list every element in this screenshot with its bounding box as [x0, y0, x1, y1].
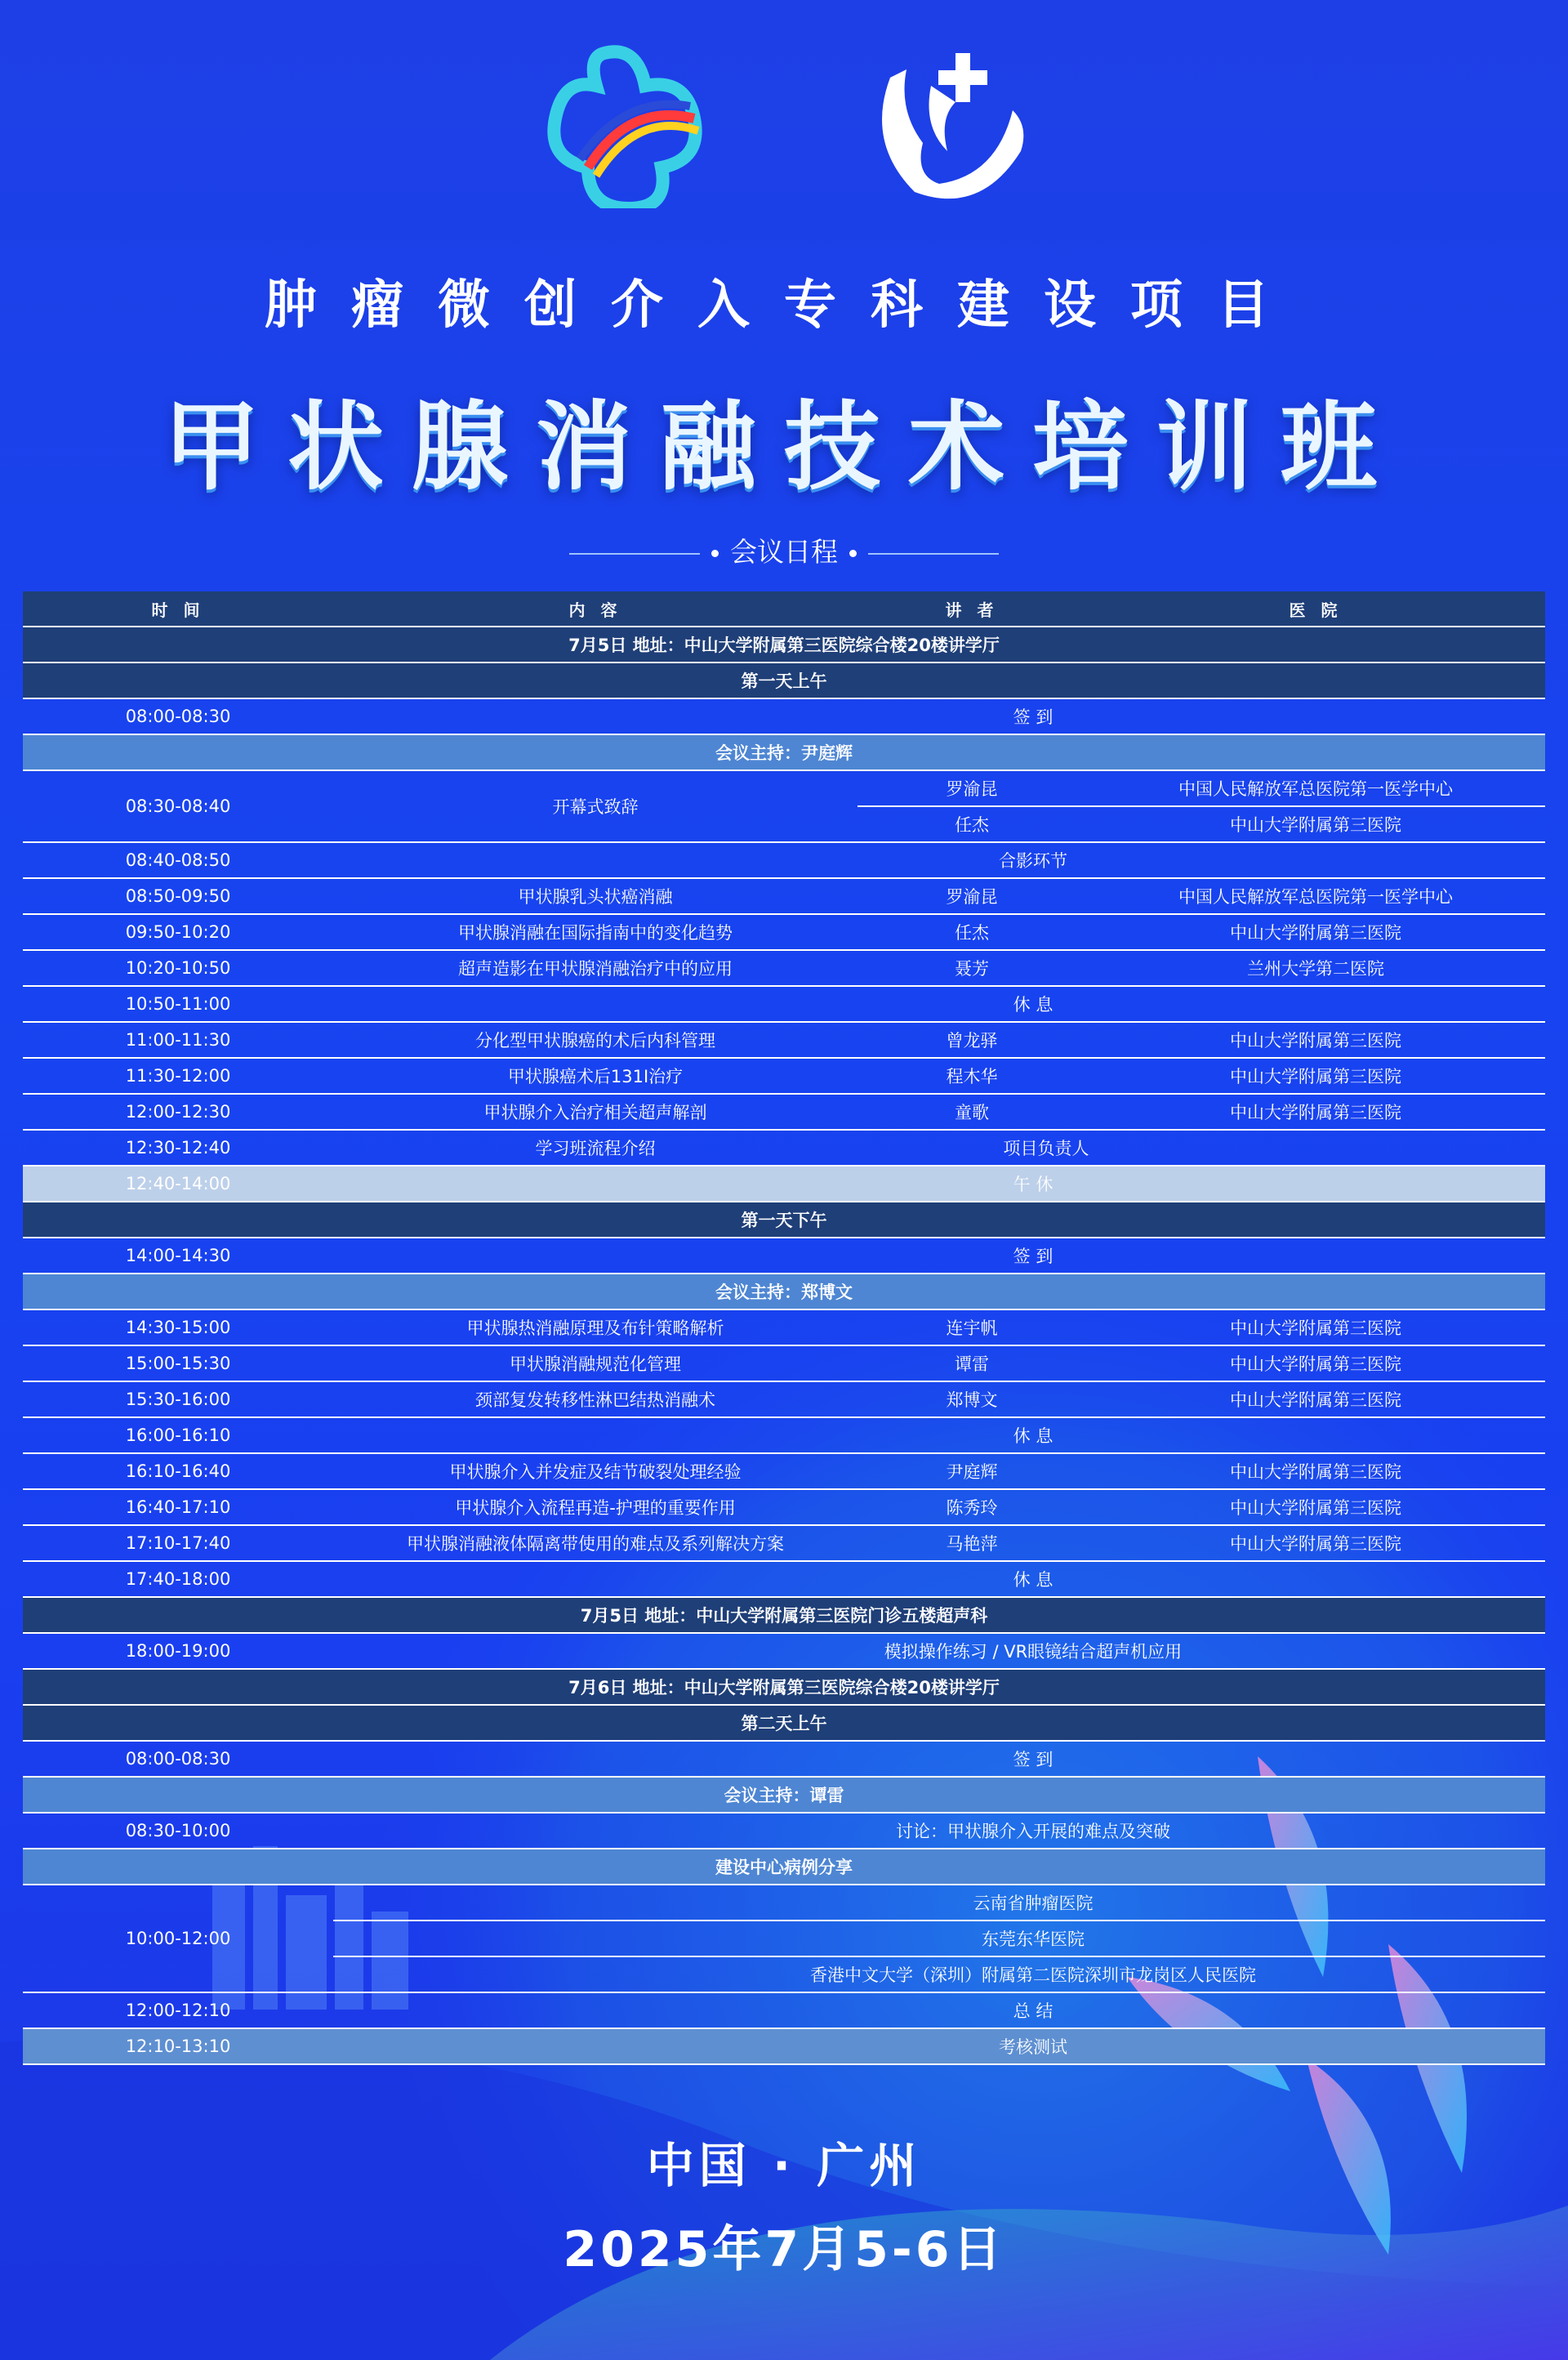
- divider-line: [868, 553, 999, 555]
- content-cell: 甲状腺消融在国际指南中的变化趋势: [333, 914, 858, 950]
- table-header-row: [23, 591, 1545, 627]
- speaker-cell: 马艳萍: [858, 1525, 1086, 1561]
- time-cell: 08:00-08:30: [23, 698, 333, 734]
- time-cell: 08:00-08:30: [23, 1741, 333, 1777]
- table-row: [23, 698, 1545, 734]
- content-cell: 甲状腺介入流程再造-护理的重要作用: [333, 1489, 858, 1525]
- merged-cell: 签 到: [333, 698, 1545, 734]
- merged-cell: 午 休: [333, 1166, 1545, 1202]
- time-cell: 17:10-17:40: [23, 1525, 333, 1561]
- table-row: [23, 1489, 1545, 1525]
- time-cell: 11:00-11:30: [23, 1022, 333, 1058]
- speaker-cell: 任杰: [858, 914, 1086, 950]
- section-row: [23, 662, 1545, 698]
- time-cell: 16:00-16:10: [23, 1417, 333, 1453]
- hospital-cell: 中山大学附属第三医院: [1086, 914, 1545, 950]
- time-cell: 08:50-09:50: [23, 878, 333, 914]
- time-cell: 15:30-16:00: [23, 1381, 333, 1417]
- table-row: [23, 1561, 1545, 1597]
- hospital-cell: 中山大学附属第三医院: [1086, 1489, 1545, 1525]
- case-hospital: 东莞东华医院: [333, 1921, 1545, 1956]
- host-text: 会议主持：尹庭辉: [23, 734, 1545, 770]
- time-cell: 11:30-12:00: [23, 1058, 333, 1094]
- table-row: [23, 986, 1545, 1022]
- speaker-cell: 任杰: [858, 806, 1086, 842]
- content-cell: 颈部复发转移性淋巴结热消融术: [333, 1381, 858, 1417]
- speaker-cell: 尹庭辉: [858, 1453, 1086, 1489]
- table-row: [23, 1345, 1545, 1381]
- speaker-cell: 项目负责人: [858, 1130, 1545, 1166]
- header-speaker: 讲 者: [858, 591, 1086, 627]
- table-row: [23, 1633, 1545, 1669]
- table-row: [23, 1813, 1545, 1849]
- speaker-cell: 罗渝昆: [858, 878, 1086, 914]
- address-text: 7月5日 地址：中山大学附属第三医院综合楼20楼讲学厅: [23, 627, 1545, 662]
- table-row: [23, 842, 1545, 878]
- time-cell: 10:50-11:00: [23, 986, 333, 1022]
- event-date: 2025年7月5-6日: [563, 2221, 1005, 2278]
- host-row: [23, 1274, 1545, 1309]
- time-cell: 12:00-12:10: [23, 1992, 333, 2028]
- header-time: 时 间: [23, 591, 333, 627]
- hospital-cell: 中山大学附属第三医院: [1086, 1525, 1545, 1561]
- address-row: [23, 1669, 1545, 1705]
- section-title: 第二天上午: [23, 1705, 1545, 1741]
- speaker-cell: 郑博文: [858, 1381, 1086, 1417]
- time-cell: 10:00-12:00: [23, 1885, 333, 1992]
- speaker-cell: 程木华: [858, 1058, 1086, 1094]
- time-cell: 16:40-17:10: [23, 1489, 333, 1525]
- merged-cell: 签 到: [333, 1238, 1545, 1274]
- table-row: [23, 1058, 1545, 1094]
- hospital-cell: 中国人民解放军总医院第一医学中心: [1086, 770, 1545, 806]
- case-hospital: 云南省肿瘤医院: [333, 1885, 1545, 1921]
- time-cell: 12:40-14:00: [23, 1166, 333, 1202]
- merged-cell: 休 息: [333, 986, 1545, 1022]
- section-title: 第一天上午: [23, 662, 1545, 698]
- speaker-cell: 陈秀玲: [858, 1489, 1086, 1525]
- header-hospital: 医 院: [1086, 591, 1545, 627]
- table-row: [23, 1130, 1545, 1166]
- content-cell: 甲状腺消融规范化管理: [333, 1345, 858, 1381]
- hospital-cell: 中山大学附属第三医院: [1086, 1058, 1545, 1094]
- table-row: [23, 914, 1545, 950]
- divider-dot: [711, 550, 719, 557]
- content-cell: 甲状腺介入并发症及结节破裂处理经验: [333, 1453, 858, 1489]
- location-text: 中国 · 广州: [646, 2138, 922, 2193]
- address-row: [23, 1597, 1545, 1633]
- hospital-cell: 兰州大学第二医院: [1086, 950, 1545, 986]
- address-text: 7月6日 地址：中山大学附属第三医院综合楼20楼讲学厅: [23, 1669, 1545, 1705]
- time-cell: 14:00-14:30: [23, 1238, 333, 1274]
- project-subtitle: 肿瘤微创介入专科建设项目: [265, 275, 1303, 336]
- hospital-cell: 中山大学附属第三医院: [1086, 1381, 1545, 1417]
- merged-cell: 休 息: [333, 1417, 1545, 1453]
- header-content: 内 容: [333, 591, 858, 627]
- section-title: 第一天下午: [23, 1202, 1545, 1238]
- hospital-cell: 中山大学附属第三医院: [1086, 1345, 1545, 1381]
- agenda-label-text: 会议日程: [730, 536, 838, 568]
- hospital-cell: 中山大学附属第三医院: [1086, 1309, 1545, 1345]
- table-row: [23, 1094, 1545, 1130]
- time-cell: 08:30-10:00: [23, 1813, 333, 1849]
- content-cell: 甲状腺癌术后131I治疗: [333, 1058, 858, 1094]
- table-row: [23, 1309, 1545, 1345]
- hospital-cell: 中山大学附属第三医院: [1086, 1453, 1545, 1489]
- content-cell: 学习班流程介绍: [333, 1130, 858, 1166]
- table-row: [23, 1417, 1545, 1453]
- divider-dot: [849, 550, 857, 557]
- logo-group: [0, 45, 1568, 208]
- speaker-cell: 连宇帆: [858, 1309, 1086, 1345]
- schedule-table: [23, 591, 1545, 2065]
- content-cell: 甲状腺热消融原理及布针策略解析: [333, 1309, 858, 1345]
- time-cell: 18:00-19:00: [23, 1633, 333, 1669]
- time-cell: 10:20-10:50: [23, 950, 333, 986]
- speaker-cell: 童歌: [858, 1094, 1086, 1130]
- hospital-cell: 中山大学附属第三医院: [1086, 1094, 1545, 1130]
- host-text: 会议主持：谭雷: [23, 1777, 1545, 1813]
- hospital-cell: 中山大学附属第三医院: [1086, 806, 1545, 842]
- time-cell: 15:00-15:30: [23, 1345, 333, 1381]
- table-row: [23, 1381, 1545, 1417]
- host-text: 会议主持：郑博文: [23, 1274, 1545, 1309]
- case-hospital: 香港中文大学（深圳）附属第二医院深圳市龙岗区人民医院: [333, 1956, 1545, 1992]
- case-share-row: [23, 1849, 1545, 1885]
- table-row: [23, 1453, 1545, 1489]
- merged-cell: 讨论：甲状腺介入开展的难点及突破: [333, 1813, 1545, 1849]
- content-cell: 甲状腺乳头状癌消融: [333, 878, 858, 914]
- address-text: 7月5日 地址：中山大学附属第三医院门诊五楼超声科: [23, 1597, 1545, 1633]
- content-cell: 超声造影在甲状腺消融治疗中的应用: [333, 950, 858, 986]
- host-row: [23, 734, 1545, 770]
- table-row: [23, 1992, 1545, 2028]
- lunch-row: [23, 1166, 1545, 1202]
- table-row: [23, 1525, 1545, 1561]
- divider-line: [569, 553, 700, 555]
- agenda-label: [0, 531, 1568, 569]
- host-row: [23, 1777, 1545, 1813]
- merged-cell: 考核测试: [333, 2028, 1545, 2064]
- table-row: [23, 1741, 1545, 1777]
- time-cell: 14:30-15:00: [23, 1309, 333, 1345]
- table-row: [23, 770, 1545, 806]
- merged-cell: 休 息: [333, 1561, 1545, 1597]
- time-cell: 08:40-08:50: [23, 842, 333, 878]
- time-cell: 12:30-12:40: [23, 1130, 333, 1166]
- merged-cell: 合影环节: [333, 842, 1545, 878]
- time-cell: 12:10-13:10: [23, 2028, 333, 2064]
- section-row: [23, 1202, 1545, 1238]
- exam-row: [23, 2028, 1545, 2064]
- speaker-cell: 聂芳: [858, 950, 1086, 986]
- speaker-cell: 谭雷: [858, 1345, 1086, 1381]
- content-cell: 甲状腺消融液体隔离带使用的难点及系列解决方案: [333, 1525, 858, 1561]
- table-row: [23, 950, 1545, 986]
- table-row: [23, 1238, 1545, 1274]
- case-share-title: 建设中心病例分享: [23, 1849, 1545, 1885]
- time-cell: 17:40-18:00: [23, 1561, 333, 1597]
- section-row: [23, 1705, 1545, 1741]
- merged-cell: 模拟操作练习 / VR眼镜结合超声机应用: [333, 1633, 1545, 1669]
- table-row: [23, 878, 1545, 914]
- content-cell: 分化型甲状腺癌的术后内科管理: [333, 1022, 858, 1058]
- speaker-cell: 罗渝昆: [858, 770, 1086, 806]
- time-cell: 08:30-08:40: [23, 770, 333, 842]
- hands-cross-logo: [882, 53, 1023, 199]
- merged-cell: 签 到: [333, 1741, 1545, 1777]
- content-cell: 甲状腺介入治疗相关超声解剖: [333, 1094, 858, 1130]
- time-cell: 16:10-16:40: [23, 1453, 333, 1489]
- content-cell: 开幕式致辞: [333, 770, 858, 842]
- time-cell: 09:50-10:20: [23, 914, 333, 950]
- hospital-cell: 中山大学附属第三医院: [1086, 1022, 1545, 1058]
- table-row: [23, 1885, 1545, 1921]
- merged-cell: 总 结: [333, 1992, 1545, 2028]
- course-title: 甲状腺消融技术培训班: [163, 390, 1405, 503]
- hospital-cell: 中国人民解放军总医院第一医学中心: [1086, 878, 1545, 914]
- time-cell: 12:00-12:30: [23, 1094, 333, 1130]
- speaker-cell: 曾龙驿: [858, 1022, 1086, 1058]
- address-row: [23, 627, 1545, 662]
- table-row: [23, 1022, 1545, 1058]
- medical-cross-logo: [554, 51, 698, 208]
